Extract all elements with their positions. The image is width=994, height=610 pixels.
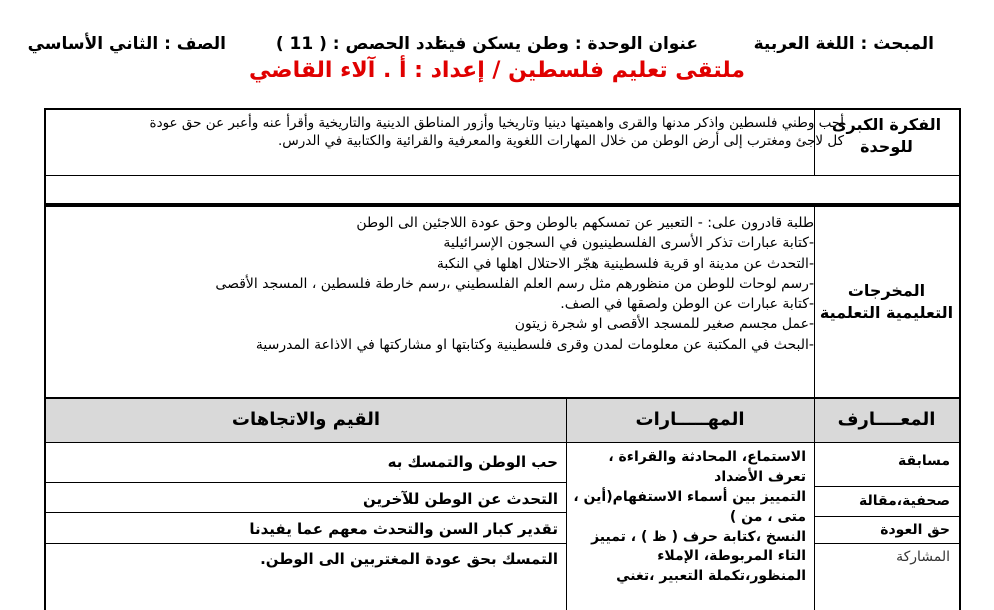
outcomes-list bbox=[74, 213, 814, 355]
value-item: التحدث عن الوطن للآخرين bbox=[363, 490, 558, 508]
outcomes-label-line2: التعليمية التعلمية bbox=[819, 303, 954, 323]
values-heading: القيم والاتجاهات bbox=[231, 409, 381, 430]
knowledge-item: المشاركة bbox=[896, 549, 950, 565]
big-idea-bottom bbox=[44, 175, 961, 176]
skill-item: التمييز بين أسماء الاستفهام(أين ، bbox=[573, 488, 806, 505]
outcome-item: -كتابة عبارات تذكر الأسرى الفلسطينيون في السجون الإسرائيلية bbox=[443, 235, 814, 252]
big-idea-text bbox=[74, 114, 844, 150]
forum-title: ملتقى تعليم فلسطين / إعداد : أ . آلاء القاضي bbox=[249, 58, 745, 83]
subject-label: المبحث : اللغة العربية bbox=[753, 34, 934, 54]
big-idea-text-line1: أحب وطني فلسطين واذكر مدنها والقرى واهميتها دينيا وتاريخيا وأزور المناطق الدينية والتاريخية وأقرأ عنه وأعبر عن حق عودة bbox=[149, 115, 844, 131]
outcomes-label-line1: المخرجات bbox=[847, 281, 926, 300]
skill-item: المنظور،تكملة التعبير ،تغني bbox=[616, 568, 806, 585]
outcome-item: -رسم لوحات للوطن من منظورهم مثل رسم العلم الفلسطيني ،رسم خارطة فلسطين ، المسجد الأقصى bbox=[215, 275, 814, 292]
grid-header-bottom bbox=[44, 442, 961, 443]
big-idea-text-line2: كل لاجئ ومغترب إلى أرض الوطن من خلال المهارات اللغوية والمعرفية والقرائية والكتابية في الدرس. bbox=[277, 133, 844, 150]
unit-title: عنوان الوحدة : وطن يسكن فينا bbox=[434, 34, 698, 54]
skill-item: تعرف الأضداد bbox=[714, 468, 806, 485]
values-row-line bbox=[46, 543, 566, 544]
outcome-item: -كتابة عبارات عن الوطن ولصقها في الصف. bbox=[560, 296, 814, 313]
skill-item: التاء المربوطة، الإملاء bbox=[657, 548, 806, 565]
values-row-line bbox=[46, 482, 566, 483]
outcome-item: -عمل مجسم صغير للمسجد الأقصى او شجرة زيتون bbox=[514, 316, 814, 333]
value-item: حب الوطن والتمسك به bbox=[387, 453, 558, 471]
skill-item: الاستماع، المحادثة والقراءة ، bbox=[608, 449, 806, 465]
knowledge-item: مسابقة bbox=[898, 453, 950, 469]
value-item: تقدير كبار السن والتحدث معهم عما يفيدنا bbox=[249, 520, 558, 538]
knowledge-item: حق العودة bbox=[880, 522, 950, 538]
outcome-item: -التحدث عن مدينة او قرية فلسطينية هجّر الاحتلال اهلها في النكبة bbox=[436, 255, 814, 272]
knowledge-item: صحفية،مقالة bbox=[859, 493, 950, 509]
knowledge-row-line bbox=[814, 516, 959, 517]
table-left-border bbox=[44, 108, 46, 610]
thick-separator bbox=[44, 203, 961, 207]
values-row-line bbox=[46, 512, 566, 513]
skills-heading: المهـــــارات bbox=[635, 409, 745, 430]
grid-col-divider-2 bbox=[566, 399, 567, 610]
skill-item: متى ، من ) bbox=[729, 508, 806, 525]
value-item: التمسك بحق عودة المغتربين الى الوطن. bbox=[260, 550, 558, 568]
skill-item: النسخ ،كتابة حرف ( ظ ) ، تمييز bbox=[591, 528, 806, 545]
big-idea-label-line2: للوحدة bbox=[860, 137, 913, 157]
knowledge-heading: المعــــارف bbox=[837, 409, 936, 430]
grade-label: الصف : الثاني الأساسي bbox=[27, 34, 226, 54]
table-right-border bbox=[959, 108, 961, 610]
outcome-item: طلبة قادرون على: - التعبير عن تمسكهم بالوطن وحق عودة اللاجئين الى الوطن bbox=[356, 215, 814, 231]
skills-list bbox=[571, 448, 806, 587]
periods-count: عدد الحصص : ( 11 ) bbox=[275, 34, 446, 54]
outcome-item: -البحث في المكتبة عن معلومات لمدن وقرى فلسطينية وكتابتها او مشاركتها في الاذاعة المدرسية bbox=[255, 336, 814, 353]
table-top-border bbox=[44, 108, 961, 110]
knowledge-row-line bbox=[814, 543, 959, 544]
big-idea-label-line1: الفكرة الكبرى bbox=[831, 115, 942, 134]
grid-col-divider-1 bbox=[814, 399, 815, 610]
knowledge-row-line bbox=[814, 486, 959, 487]
outcomes-label bbox=[814, 280, 959, 325]
